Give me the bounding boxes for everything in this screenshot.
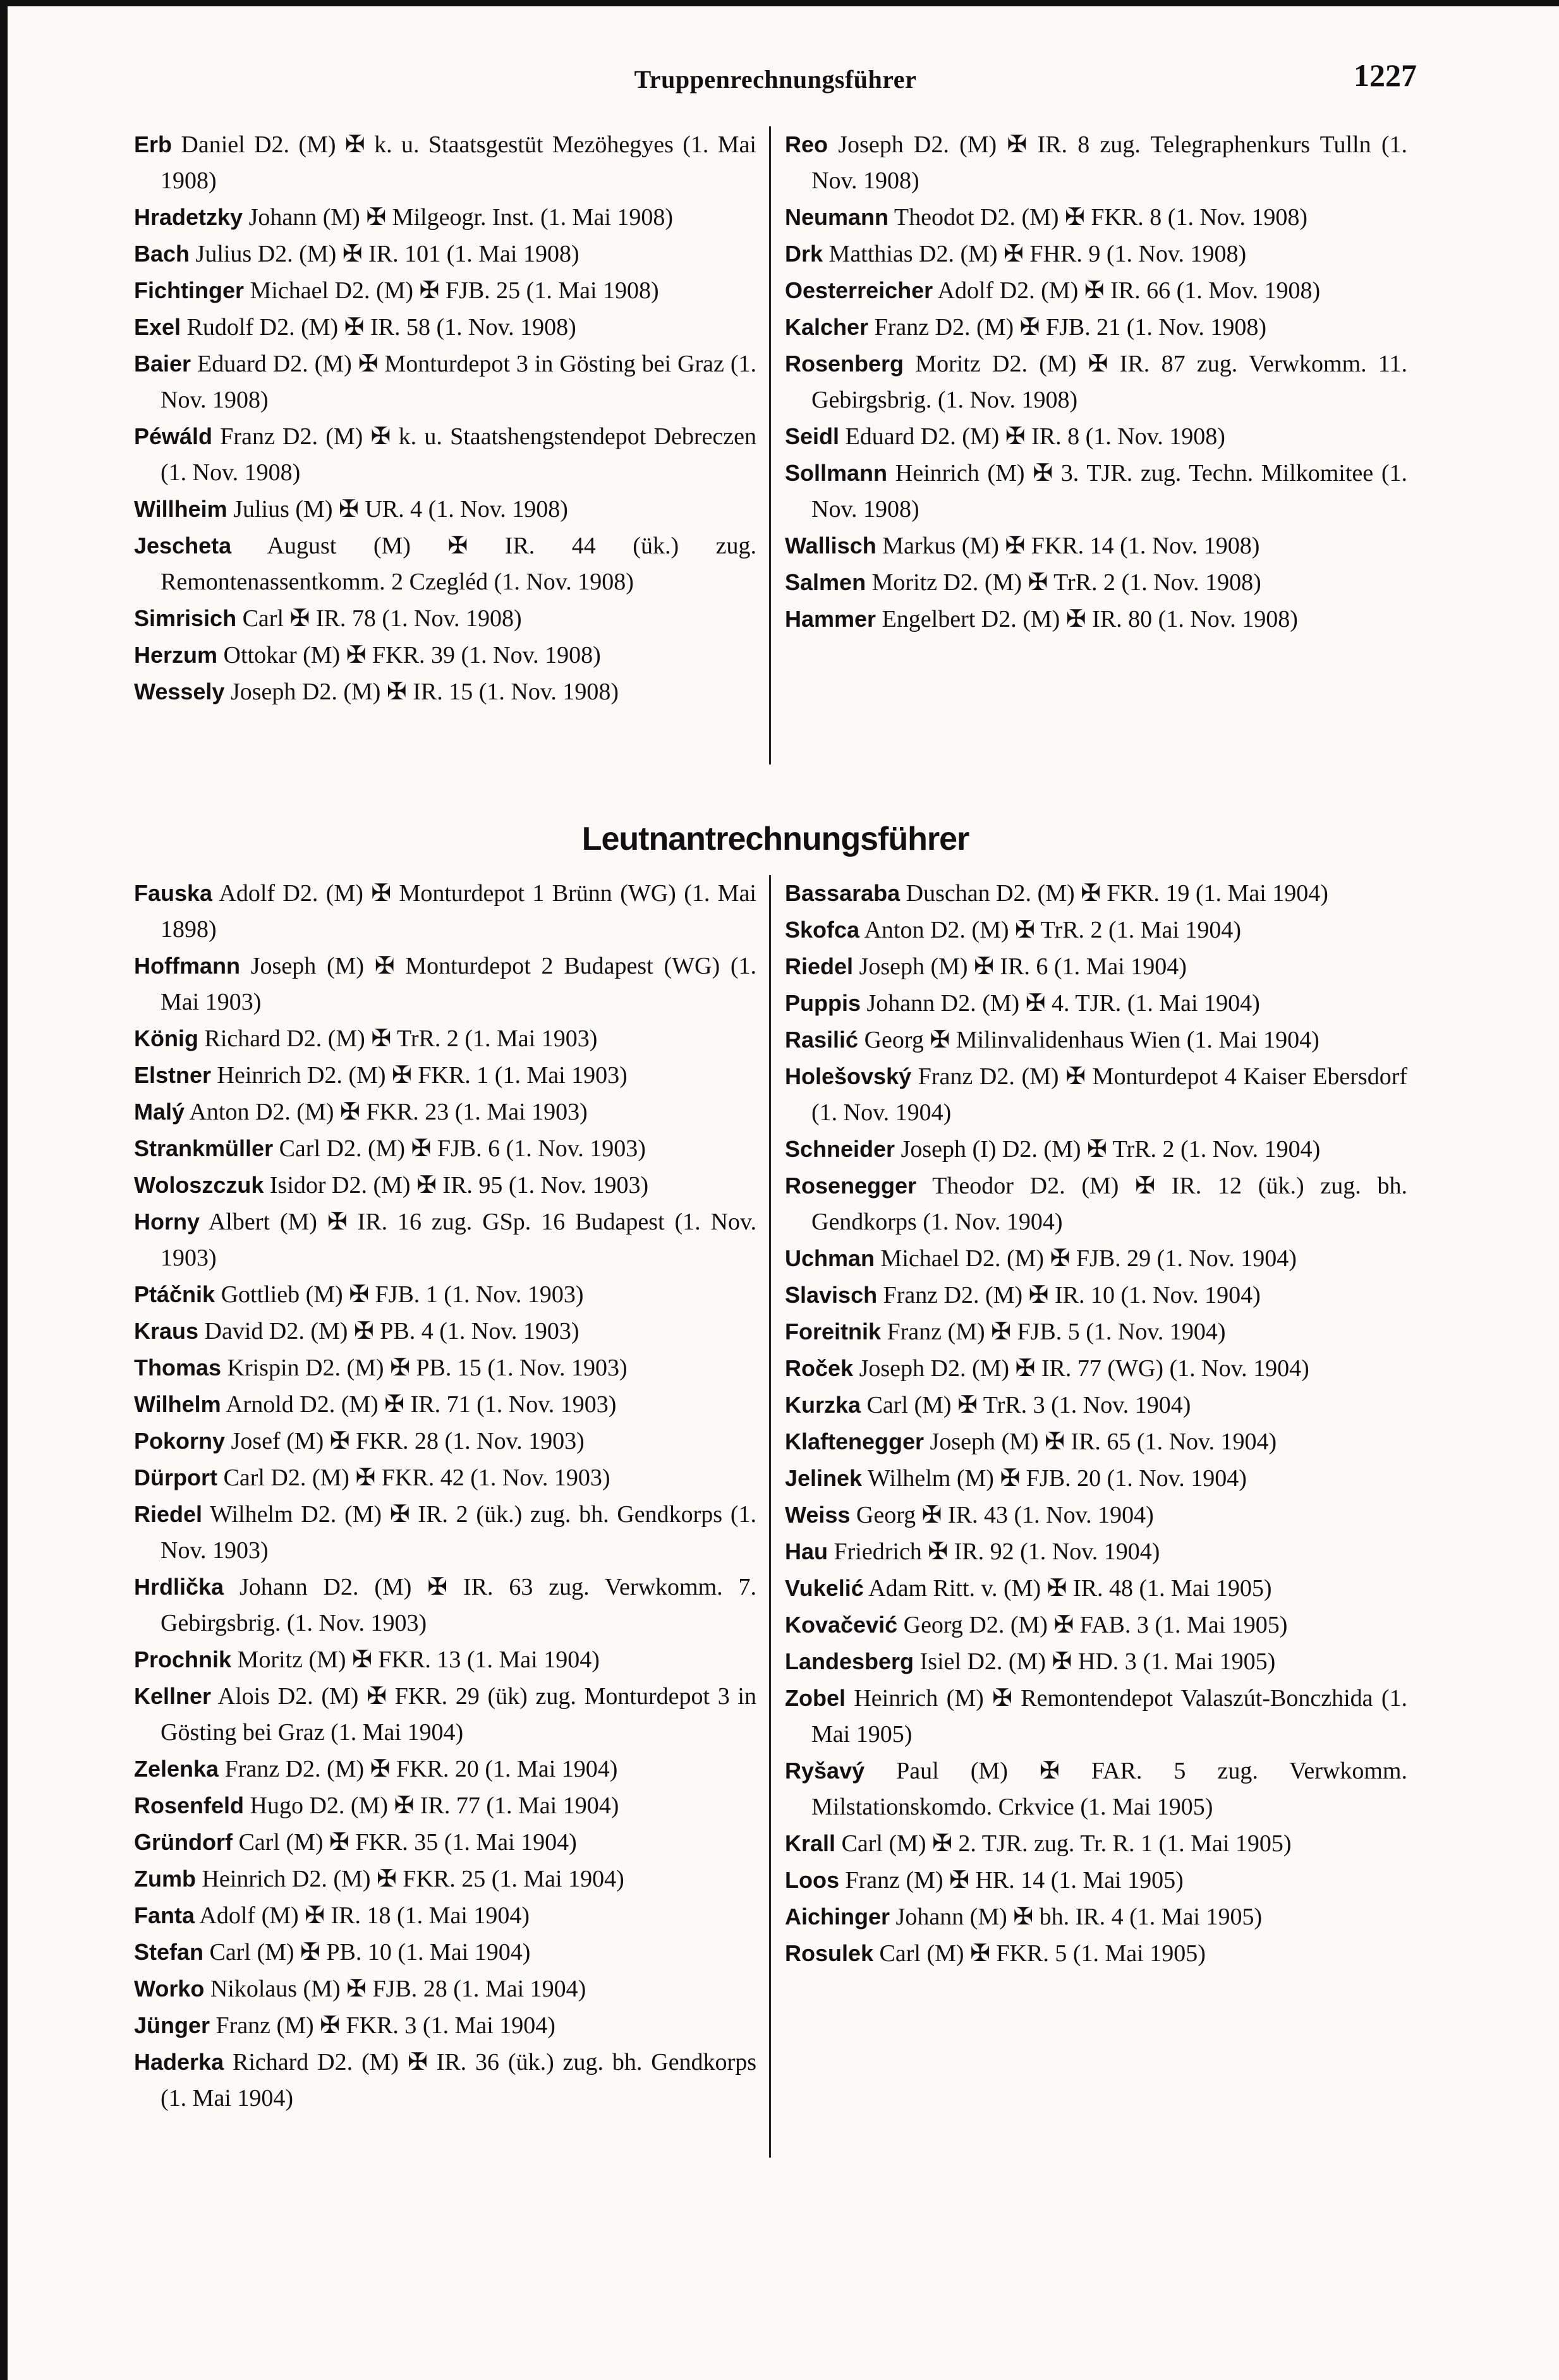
list-entry	[134, 1020, 756, 1057]
list-entry	[134, 1787, 756, 1824]
list-entry	[785, 528, 1407, 564]
list-entry	[134, 126, 756, 199]
list-entry	[134, 1204, 756, 1276]
entry-details: Carl D2. (M) ✠ FKR. 42 (1. Nov. 1903)	[223, 1465, 610, 1491]
entry-surname: Riedel	[785, 953, 854, 979]
entry-surname: Wilhelm	[134, 1391, 221, 1417]
list-entry	[134, 1971, 756, 2007]
entry-details: Joseph (I) D2. (M) ✠ TrR. 2 (1. Nov. 1904)	[901, 1136, 1321, 1163]
entry-surname: Gründorf	[134, 1829, 233, 1855]
entry-surname: Elstner	[134, 1062, 212, 1088]
entry-details: Nikolaus (M) ✠ FJB. 28 (1. Mai 1904)	[210, 1976, 586, 2002]
entry-details: Isiel D2. (M) ✠ HD. 3 (1. Mai 1905)	[919, 1648, 1276, 1675]
list-entry	[785, 1862, 1407, 1899]
list-entry	[134, 674, 756, 710]
entry-surname: Hoffmann	[134, 953, 240, 979]
entry-details: Joseph D2. (M) ✠ IR. 8 zug. Telegraphenkurs Tulln (1. Nov. 1908)	[811, 131, 1407, 194]
entry-surname: Krall	[785, 1830, 836, 1856]
list-entry	[785, 1314, 1407, 1350]
entry-surname: Uchman	[785, 1245, 875, 1271]
entry-details: Joseph (M) ✠ IR. 6 (1. Mai 1904)	[859, 953, 1187, 980]
list-entry	[785, 346, 1407, 418]
list-entry	[785, 1680, 1407, 1753]
entry-surname: Dürport	[134, 1465, 217, 1490]
entry-surname: Woloszczuk	[134, 1172, 264, 1198]
entry-surname: Kalcher	[785, 314, 869, 340]
entry-surname: Strankmüller	[134, 1135, 274, 1161]
entry-surname: Haderka	[134, 2049, 224, 2075]
list-entry	[785, 126, 1407, 199]
entry-details: Moritz (M) ✠ FKR. 13 (1. Mai 1904)	[237, 1646, 600, 1673]
entry-surname: Kurzka	[785, 1392, 861, 1418]
list-entry	[785, 418, 1407, 455]
entry-surname: Sollmann	[785, 460, 888, 486]
bottom-left-column	[134, 875, 756, 2117]
list-entry	[134, 418, 756, 491]
entry-details: David D2. (M) ✠ PB. 4 (1. Nov. 1903)	[204, 1318, 579, 1344]
entry-details: Wilhelm D2. (M) ✠ IR. 2 (ük.) zug. bh. Gendkorps (1. Nov. 1903)	[161, 1501, 756, 1564]
entry-surname: Hrdlička	[134, 1574, 224, 1600]
entry-surname: Rosulek	[785, 1940, 874, 1966]
entry-details: Eduard D2. (M) ✠ Monturdepot 3 in Gösting bei Graz (1. Nov. 1908)	[161, 351, 756, 413]
entry-surname: Exel	[134, 314, 181, 340]
entry-surname: Worko	[134, 1976, 205, 2002]
entry-surname: Jelinek	[785, 1465, 863, 1491]
entry-details: Carl (M) ✠ FKR. 5 (1. Mai 1905)	[879, 1940, 1206, 1967]
list-entry	[785, 564, 1407, 601]
entry-details: Anton D2. (M) ✠ FKR. 23 (1. Mai 1903)	[189, 1099, 588, 1125]
entry-details: Michael D2. (M) ✠ FJB. 29 (1. Nov. 1904)	[880, 1245, 1297, 1272]
list-entry	[134, 1130, 756, 1167]
list-entry	[134, 1094, 756, 1130]
list-entry	[134, 1313, 756, 1350]
entry-details: Heinrich D2. (M) ✠ FKR. 1 (1. Mai 1903)	[217, 1062, 628, 1089]
entry-surname: Rosenfeld	[134, 1792, 245, 1818]
list-entry	[785, 1497, 1407, 1533]
list-entry	[785, 601, 1407, 637]
entry-details: Eduard D2. (M) ✠ IR. 8 (1. Nov. 1908)	[845, 423, 1225, 450]
entry-details: Richard D2. (M) ✠ IR. 36 (ük.) zug. bh. Gendkorps (1. Mai 1904)	[161, 2049, 756, 2111]
list-entry	[785, 912, 1407, 948]
list-entry	[134, 236, 756, 272]
list-entry	[134, 346, 756, 418]
entry-surname: Ptáčnik	[134, 1281, 215, 1307]
entry-surname: Kovačević	[785, 1612, 898, 1638]
entry-surname: Jünger	[134, 2012, 210, 2038]
entry-details: Carl (M) ✠ 2. TJR. zug. Tr. R. 1 (1. Mai 1905)	[841, 1830, 1292, 1857]
entry-details: Hugo D2. (M) ✠ IR. 77 (1. Mai 1904)	[250, 1792, 619, 1819]
list-entry	[785, 1058, 1407, 1131]
list-entry	[785, 1240, 1407, 1277]
entry-details: Adolf D2. (M) ✠ IR. 66 (1. Mov. 1908)	[937, 277, 1321, 304]
entry-surname: Prochnik	[134, 1646, 232, 1672]
list-entry	[785, 1168, 1407, 1240]
list-entry	[134, 528, 756, 600]
entry-details: Carl ✠ IR. 78 (1. Nov. 1908)	[242, 605, 522, 632]
list-entry	[785, 1460, 1407, 1497]
entry-surname: Skofca	[785, 917, 860, 943]
entry-details: Georg ✠ IR. 43 (1. Nov. 1904)	[856, 1502, 1154, 1528]
list-entry	[134, 2044, 756, 2117]
list-entry	[785, 985, 1407, 1022]
list-entry	[134, 600, 756, 637]
list-entry	[785, 1753, 1407, 1825]
list-entry	[134, 1386, 756, 1423]
list-entry	[134, 1350, 756, 1386]
entry-details: Franz D2. (M) ✠ Monturdepot 4 Kaiser Ebersdorf (1. Nov. 1904)	[811, 1063, 1408, 1126]
entry-surname: Foreitnik	[785, 1319, 882, 1344]
entry-surname: Fauska	[134, 880, 213, 906]
entry-surname: Erb	[134, 131, 173, 157]
list-entry	[785, 1570, 1407, 1607]
entry-surname: Vukelić	[785, 1575, 864, 1601]
entry-surname: Hau	[785, 1538, 828, 1564]
list-entry	[134, 1897, 756, 1934]
entry-details: Carl (M) ✠ FKR. 35 (1. Mai 1904)	[238, 1829, 577, 1856]
entry-details: Georg ✠ Milinvalidenhaus Wien (1. Mai 1904)	[864, 1027, 1319, 1053]
entry-surname: Loos	[785, 1867, 839, 1893]
entry-surname: Zobel	[785, 1685, 846, 1711]
entry-details: Matthias D2. (M) ✠ FHR. 9 (1. Nov. 1908)	[828, 241, 1247, 267]
entry-details: Paul (M) ✠ FAR. 5 zug. Verwkomm. Milstationskomdo. Crkvice (1. Mai 1905)	[811, 1758, 1407, 1820]
entry-details: Josef (M) ✠ FKR. 28 (1. Nov. 1903)	[231, 1428, 585, 1454]
list-entry	[785, 455, 1407, 528]
list-entry	[134, 1678, 756, 1751]
entry-surname: König	[134, 1025, 198, 1051]
entry-details: Markus (M) ✠ FKR. 14 (1. Nov. 1908)	[882, 533, 1260, 559]
entry-details: Arnold D2. (M) ✠ IR. 71 (1. Nov. 1903)	[226, 1391, 617, 1418]
running-title: Truppenrechnungsführer	[634, 65, 917, 94]
entry-details: Carl (M) ✠ TrR. 3 (1. Nov. 1904)	[866, 1392, 1191, 1418]
list-entry	[785, 1899, 1407, 1935]
column-divider	[769, 126, 771, 764]
entry-details: Moritz D2. (M) ✠ TrR. 2 (1. Nov. 1908)	[871, 569, 1261, 596]
entry-details: Heinrich (M) ✠ Remontendepot Valaszút-Bonczhida (1. Mai 1905)	[811, 1685, 1407, 1748]
entry-surname: Pokorny	[134, 1428, 226, 1454]
list-entry	[134, 1934, 756, 1971]
entry-surname: Ryšavý	[785, 1758, 865, 1784]
entry-surname: Wallisch	[785, 533, 877, 559]
list-entry	[134, 1641, 756, 1678]
list-entry	[785, 1387, 1407, 1423]
entry-details: Franz D2. (M) ✠ FKR. 20 (1. Mai 1904)	[224, 1756, 618, 1782]
entry-details: Rudolf D2. (M) ✠ IR. 58 (1. Nov. 1908)	[186, 314, 576, 341]
entry-details: Gottlieb (M) ✠ FJB. 1 (1. Nov. 1903)	[221, 1281, 584, 1308]
entry-details: Theodor D2. (M) ✠ IR. 12 (ük.) zug. bh. Gendkorps (1. Nov. 1904)	[811, 1173, 1407, 1235]
entry-details: Anton D2. (M) ✠ TrR. 2 (1. Mai 1904)	[864, 917, 1242, 943]
entry-surname: Bach	[134, 241, 190, 267]
entry-details: Heinrich D2. (M) ✠ FKR. 25 (1. Mai 1904)	[202, 1866, 624, 1892]
entry-details: Michael D2. (M) ✠ FJB. 25 (1. Mai 1908)	[250, 277, 659, 304]
entry-surname: Fichtinger	[134, 277, 245, 303]
list-entry	[134, 2007, 756, 2044]
entry-details: Johann D2. (M) ✠ IR. 63 zug. Verwkomm. 7. Gebirgsbrig. (1. Nov. 1903)	[161, 1574, 757, 1636]
bottom-right-column	[785, 875, 1407, 1972]
entry-details: Carl D2. (M) ✠ FJB. 6 (1. Nov. 1903)	[279, 1135, 646, 1162]
list-entry	[785, 236, 1407, 272]
entry-details: Adolf D2. (M) ✠ Monturdepot 1 Brünn (WG) (1. Mai 1898)	[161, 880, 756, 943]
entry-surname: Herzum	[134, 642, 218, 668]
list-entry	[134, 1167, 756, 1204]
list-entry	[134, 1423, 756, 1459]
column-divider	[769, 875, 771, 2158]
entry-details: Richard D2. (M) ✠ TrR. 2 (1. Mai 1903)	[204, 1025, 598, 1052]
entry-surname: Landesberg	[785, 1648, 914, 1674]
list-entry	[785, 948, 1407, 985]
entry-details: Franz D2. (M) ✠ k. u. Staatshengstendepot Debreczen (1. Nov. 1908)	[161, 423, 756, 486]
entry-surname: Rosenegger	[785, 1173, 917, 1199]
list-entry	[785, 1643, 1407, 1680]
entry-details: Adolf (M) ✠ IR. 18 (1. Mai 1904)	[199, 1902, 530, 1929]
entry-surname: Hammer	[785, 606, 877, 632]
entry-surname: Jescheta	[134, 533, 232, 559]
entry-surname: Salmen	[785, 569, 866, 595]
entry-surname: Baier	[134, 351, 191, 377]
list-entry	[134, 309, 756, 346]
top-right-column	[785, 126, 1407, 637]
entry-surname: Zumb	[134, 1866, 196, 1892]
entry-details: Franz D2. (M) ✠ FJB. 21 (1. Nov. 1908)	[874, 314, 1267, 341]
list-entry	[134, 272, 756, 309]
entry-details: Johann (M) ✠ bh. IR. 4 (1. Mai 1905)	[895, 1904, 1263, 1930]
entry-surname: Hradetzky	[134, 204, 243, 230]
entry-surname: Reo	[785, 131, 828, 157]
entry-details: Daniel D2. (M) ✠ k. u. Staatsgestüt Mezöhegyes (1. Mai 1908)	[161, 131, 756, 194]
entry-surname: Roček	[785, 1355, 854, 1381]
list-entry	[785, 1350, 1407, 1387]
list-entry	[134, 1861, 756, 1897]
entry-details: Isidor D2. (M) ✠ IR. 95 (1. Nov. 1903)	[269, 1172, 649, 1199]
list-entry	[134, 1459, 756, 1496]
list-entry	[134, 637, 756, 674]
entry-surname: Slavisch	[785, 1282, 878, 1308]
entry-surname: Klaftenegger	[785, 1429, 925, 1454]
list-entry	[134, 948, 756, 1020]
list-entry	[134, 875, 756, 948]
page-header	[134, 57, 1417, 107]
entry-surname: Rosenberg	[785, 351, 904, 377]
entry-surname: Schneider	[785, 1136, 895, 1162]
entry-details: Krispin D2. (M) ✠ PB. 15 (1. Nov. 1903)	[227, 1355, 628, 1381]
list-entry	[785, 309, 1407, 346]
entry-surname: Wessely	[134, 679, 225, 704]
entry-surname: Drk	[785, 241, 823, 267]
entry-details: Albert (M) ✠ IR. 16 zug. GSp. 16 Budapest (1. Nov. 1903)	[161, 1209, 757, 1271]
entry-surname: Riedel	[134, 1501, 203, 1527]
list-entry	[785, 199, 1407, 236]
entry-details: Joseph D2. (M) ✠ IR. 77 (WG) (1. Nov. 1904)	[859, 1355, 1309, 1382]
list-entry	[134, 1057, 756, 1094]
entry-details: Moritz D2. (M) ✠ IR. 87 zug. Verwkomm. 11. Gebirgsbrig. (1. Nov. 1908)	[811, 351, 1408, 413]
entry-details: Franz (M) ✠ HR. 14 (1. Mai 1905)	[845, 1867, 1184, 1894]
entry-surname: Horny	[134, 1209, 200, 1235]
entry-details: Franz D2. (M) ✠ IR. 10 (1. Nov. 1904)	[883, 1282, 1261, 1308]
entry-surname: Rasilić	[785, 1027, 859, 1053]
entry-surname: Thomas	[134, 1355, 222, 1380]
entry-details: Johann (M) ✠ Milgeogr. Inst. (1. Mai 1908)	[248, 204, 674, 231]
entry-details: Alois D2. (M) ✠ FKR. 29 (ük) zug. Monturdepot 3 in Gösting bei Graz (1. Mai 1904)	[161, 1683, 756, 1746]
list-entry	[785, 1022, 1407, 1058]
list-entry	[134, 1824, 756, 1861]
entry-details: Julius D2. (M) ✠ IR. 101 (1. Mai 1908)	[195, 241, 579, 267]
list-entry	[785, 272, 1407, 309]
list-entry	[134, 1276, 756, 1313]
entry-details: Carl (M) ✠ PB. 10 (1. Mai 1904)	[209, 1939, 531, 1966]
list-entry	[134, 491, 756, 528]
entry-surname: Willheim	[134, 496, 227, 522]
entry-details: Joseph (M) ✠ IR. 65 (1. Nov. 1904)	[930, 1429, 1277, 1455]
list-entry	[785, 1533, 1407, 1570]
top-section	[134, 126, 1417, 777]
list-entry	[785, 1423, 1407, 1460]
entry-details: Georg D2. (M) ✠ FAB. 3 (1. Mai 1905)	[903, 1612, 1288, 1638]
entry-surname: Neumann	[785, 204, 889, 230]
entry-surname: Simrisich	[134, 605, 237, 631]
list-entry	[785, 1277, 1407, 1314]
entry-details: Friedrich ✠ IR. 92 (1. Nov. 1904)	[834, 1538, 1160, 1565]
entry-surname: Zelenka	[134, 1756, 219, 1782]
entry-surname: Weiss	[785, 1502, 851, 1528]
list-entry	[785, 875, 1407, 912]
list-entry	[785, 1935, 1407, 1972]
entry-surname: Kraus	[134, 1318, 199, 1344]
top-left-column	[134, 126, 756, 710]
entry-surname: Holešovský	[785, 1063, 912, 1089]
entry-surname: Stefan	[134, 1939, 204, 1965]
list-entry	[134, 1751, 756, 1787]
entry-details: Duschan D2. (M) ✠ FKR. 19 (1. Mai 1904)	[906, 880, 1328, 907]
entry-details: August (M) ✠ IR. 44 (ük.) zug. Remontenassentkomm. 2 Czegléd (1. Nov. 1908)	[161, 533, 756, 595]
entry-details: Joseph D2. (M) ✠ IR. 15 (1. Nov. 1908)	[230, 679, 619, 705]
entry-surname: Aichinger	[785, 1904, 890, 1930]
list-entry	[785, 1131, 1407, 1168]
entry-surname: Kellner	[134, 1683, 212, 1709]
entry-surname: Oesterreicher	[785, 277, 933, 303]
list-entry	[134, 1496, 756, 1569]
list-entry	[785, 1825, 1407, 1862]
list-entry	[785, 1607, 1407, 1643]
bottom-section	[134, 875, 1417, 2158]
section-heading: Leutnantrechnungsführer	[581, 821, 969, 857]
entry-details: Wilhelm (M) ✠ FJB. 20 (1. Nov. 1904)	[867, 1465, 1247, 1492]
list-entry	[134, 1569, 756, 1641]
entry-details: Franz (M) ✠ FKR. 3 (1. Mai 1904)	[215, 2012, 555, 2039]
entry-details: Johann D2. (M) ✠ 4. TJR. (1. Mai 1904)	[866, 990, 1260, 1017]
entry-details: Theodot D2. (M) ✠ FKR. 8 (1. Nov. 1908)	[894, 204, 1308, 231]
page-number: 1227	[1354, 57, 1417, 93]
entry-details: Julius (M) ✠ UR. 4 (1. Nov. 1908)	[233, 496, 568, 523]
entry-details: Engelbert D2. (M) ✠ IR. 80 (1. Nov. 1908)	[882, 606, 1298, 632]
entry-surname: Bassaraba	[785, 880, 901, 906]
entry-surname: Fanta	[134, 1902, 195, 1928]
list-entry	[134, 199, 756, 236]
entry-details: Heinrich (M) ✠ 3. TJR. zug. Techn. Milkomitee (1. Nov. 1908)	[811, 460, 1408, 523]
entry-surname: Puppis	[785, 990, 861, 1016]
entry-details: Joseph (M) ✠ Monturdepot 2 Budapest (WG) (1. Mai 1903)	[161, 953, 757, 1015]
entry-surname: Péwáld	[134, 423, 213, 449]
entry-details: Ottokar (M) ✠ FKR. 39 (1. Nov. 1908)	[223, 642, 601, 668]
entry-surname: Malý	[134, 1099, 185, 1125]
entry-details: Franz (M) ✠ FJB. 5 (1. Nov. 1904)	[887, 1319, 1226, 1345]
entry-surname: Seidl	[785, 423, 840, 449]
entry-details: Adam Ritt. v. (M) ✠ IR. 48 (1. Mai 1905)	[868, 1575, 1272, 1602]
